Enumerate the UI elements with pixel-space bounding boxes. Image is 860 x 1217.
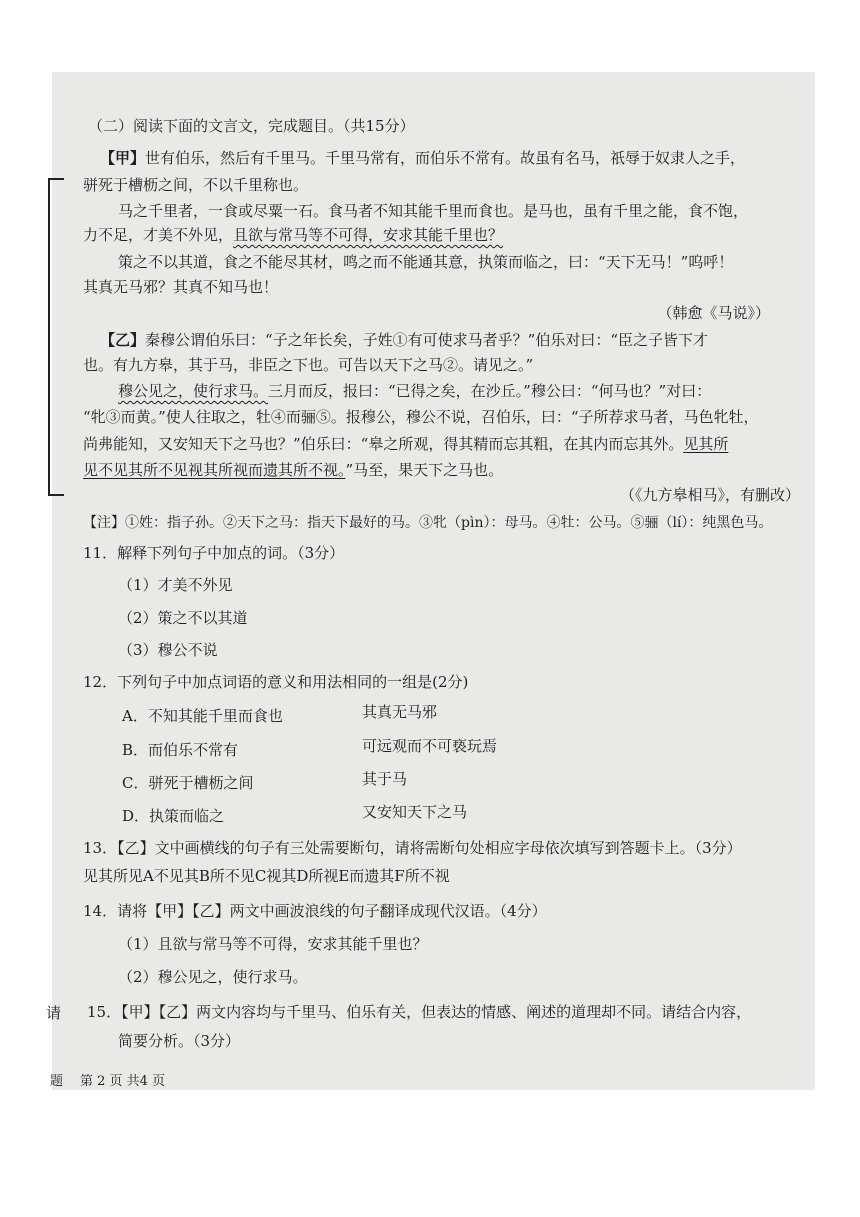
q12-option-a-pair: 其真无马邪	[362, 703, 438, 721]
q14-item-2: （2）穆公见之，使行求马。	[118, 968, 308, 986]
margin-char-bottom: 题	[50, 1074, 64, 1089]
q14-item-1: （1）且欲与常马等不可得，安求其能千里也？	[118, 935, 428, 953]
q15-stem: 15．【甲】【乙】两文内容均与千里马、伯乐有关，但表达的情感、阐述的道理却不同。请结合内容，	[87, 1003, 752, 1021]
margin-bracket	[48, 178, 64, 496]
section-heading: （二）阅读下面的文言文，完成题目。（共15分）	[88, 117, 415, 135]
jia-line-5: 策之不以其道，食之不能尽其材，鸣之而不能通其意，执策而临之，曰：“天下无马！”呜呼！	[118, 253, 734, 271]
q11-item-1: （1）才美不外见	[118, 576, 233, 594]
q12-option-a: A．不知其能千里而食也	[122, 707, 283, 725]
yi-underlined-a: 见其所	[683, 435, 729, 453]
q11-item-3: （3）穆公不说	[118, 641, 218, 659]
yi-line-6: 见不见其所不见视其所视而遗其所不视。”马至，果天下之马也。	[83, 461, 504, 479]
q11-stem: 11．解释下列句子中加点的词。（3分）	[83, 544, 345, 562]
q12-option-c-pair: 其于马	[362, 770, 408, 788]
yi-source: （《九方皋相马》，有删改）	[619, 486, 800, 504]
q13-segment-line: 见其所见A不见其B所不见C视其D所视E而遗其F所不视	[83, 867, 450, 885]
q15-stem-2: 简要分析。（3分）	[118, 1032, 241, 1050]
yi-wavy-sentence: 穆公见之，使行求马。	[118, 382, 269, 400]
q12-stem: 12．下列句子中加点词语的意义和用法相同的一组是(2分)	[83, 673, 469, 691]
q12-option-c: C．骈死于槽枥之间	[122, 774, 254, 792]
q12-option-b: B．而伯乐不常有	[122, 741, 239, 759]
jia-line-3: 马之千里者，一食或尽粟一石。食马者不知其能千里而食也。是马也，虽有千里之能，食不饱，	[118, 202, 749, 220]
yi-line-5: 尚弗能知，又安知天下之马也？”伯乐曰：“皋之所观，得其精而忘其粗，在其内而忘其外。见其所	[83, 435, 729, 453]
q13-stem: 13．【乙】文中画横线的句子有三处需要断句，请将需断句处相应字母依次填写到答题卡上。（3分）	[83, 839, 742, 857]
margin-char-top: 请	[46, 1004, 62, 1022]
yi-line-3: 穆公见之，使行求马。三月而反，报曰：“已得之矣，在沙丘。”穆公曰：“何马也？”对曰：	[118, 382, 712, 400]
jia-line-6: 其真无马邪？其真不知马也！	[83, 278, 279, 296]
jia-line-1: 【甲】世有伯乐，然后有千里马。千里马常有，而伯乐不常有。故虽有名马，祇辱于奴隶人之手，	[100, 149, 746, 167]
jia-wavy-sentence: 且欲与常马等不可得，安求其能千里也？	[233, 226, 504, 244]
yi-line-2: 也。有九方皋，其于马，非臣之下也。可告以天下之马②。请见之。”	[83, 356, 534, 374]
jia-source: （韩愈《马说》）	[657, 304, 770, 322]
q14-stem: 14．请将【甲】【乙】两文中画波浪线的句子翻译成现代汉语。（4分）	[83, 902, 547, 920]
annotation-note: 【注】①姓：指子孙。②天下之马：指天下最好的马。③牝（pìn）：母马。④牡：公马。⑤骊（lí）：纯黑色马。	[83, 515, 773, 531]
q12-option-d: D．执策而临之	[122, 807, 225, 825]
yi-tag: 【乙】	[100, 331, 146, 349]
q12-option-b-pair: 可远观而不可亵玩焉	[362, 737, 498, 755]
jia-tag: 【甲】	[100, 149, 146, 167]
jia-line-2: 骈死于槽枥之间，不以千里称也。	[83, 176, 309, 194]
jia-line-4: 力不足，才美不外见，且欲与常马等不可得，安求其能千里也？	[83, 226, 504, 244]
yi-line-1: 【乙】秦穆公谓伯乐曰：“子之年长矣，子姓①有可使求马者乎？”伯乐对曰：“臣之子皆下才	[100, 331, 709, 349]
yi-line-4: “牝③而黄。”使人往取之，牡④而骊⑤。报穆公，穆公不说，召伯乐，曰：“子所荐求马者，马色牝牡，	[83, 408, 759, 426]
page-number: 第 2 页 共4 页	[80, 1074, 166, 1089]
yi-underlined-b: 见不见其所不见视其所视而遗其所不视。	[83, 461, 346, 479]
q12-option-d-pair: 又安知天下之马	[362, 803, 468, 821]
q11-item-2: （2）策之不以其道	[118, 609, 248, 627]
